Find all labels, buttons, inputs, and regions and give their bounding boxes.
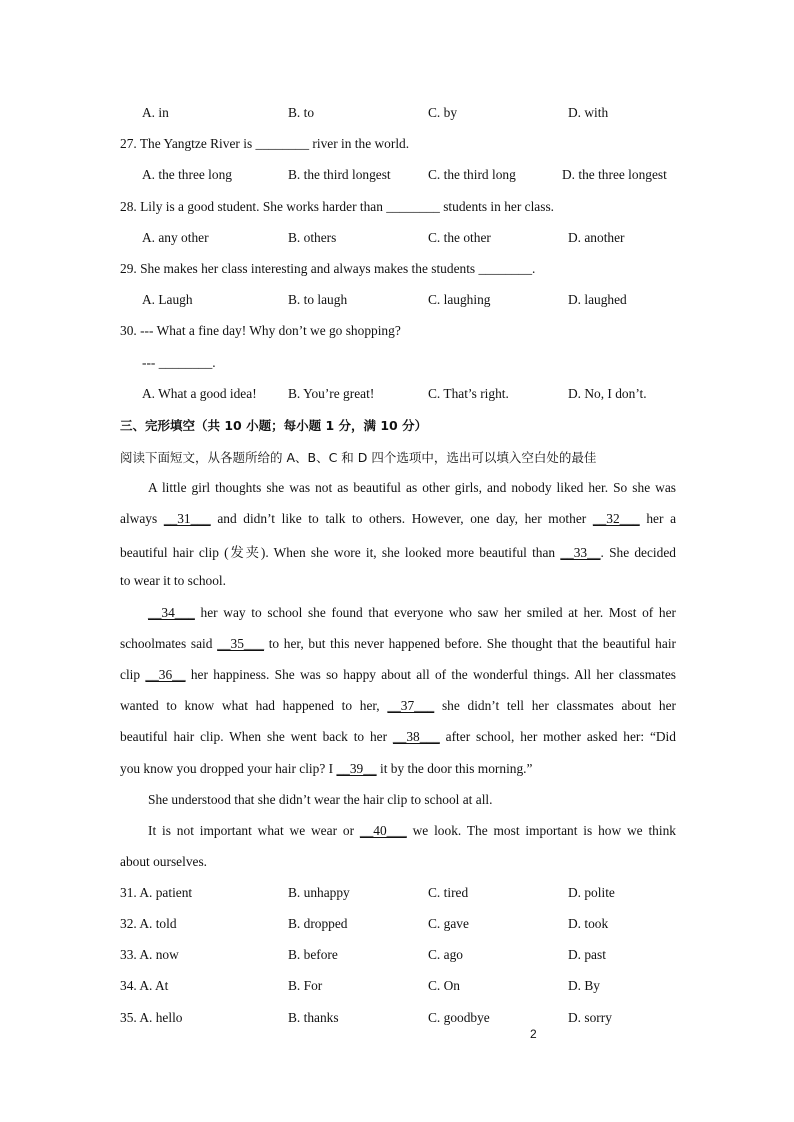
cloze-35-options — [0, 1010, 794, 1030]
q30-option-c: C. That’s right. — [428, 386, 509, 401]
q30-option-a: A. What a good idea! — [142, 386, 257, 401]
blank-33: __33__ — [560, 545, 601, 560]
cloze-32-option-b: B. dropped — [288, 916, 348, 931]
text: clip — [120, 667, 141, 682]
cloze-31-option-d: D. polite — [568, 885, 615, 900]
q30-option-d: D. No, I don’t. — [568, 386, 647, 401]
cloze-32-option-d: D. took — [568, 916, 609, 931]
q26-options — [0, 105, 794, 125]
passage-p2-line6 — [120, 761, 676, 777]
section-title: 三、完形填空（共 10 小题；每小题 1 分，满 10 分） — [120, 418, 428, 433]
text: . She decided — [600, 545, 676, 560]
passage-p2-line2 — [120, 636, 676, 652]
passage-p1-line4: to wear it to school. — [120, 573, 226, 588]
cloze-34-option-b: B. For — [288, 978, 323, 993]
blank-37: __37___ — [387, 698, 435, 713]
text: you know you dropped your hair clip? I — [120, 761, 334, 776]
cloze-33-option-d: D. past — [568, 947, 606, 962]
cloze-35-option-b: B. thanks — [288, 1010, 339, 1025]
q29-option-a: A. Laugh — [142, 292, 193, 307]
q27-option-a: A. the three long — [142, 167, 232, 182]
cloze-35-option-c: C. goodbye — [428, 1010, 490, 1025]
text: we look. The most important is how we think — [412, 823, 676, 838]
q28-option-a: A. any other — [142, 230, 209, 245]
passage-p3: She understood that she didn’t wear the hair clip to school at all. — [148, 792, 493, 807]
blank-36: __36__ — [145, 667, 186, 682]
text: her a — [646, 511, 677, 526]
passage-p1-line3 — [120, 542, 676, 561]
q30-response: --- ________. — [142, 355, 216, 370]
q26-option-b: B. to — [288, 105, 315, 120]
q28-option-c: C. the other — [428, 230, 491, 245]
q27-option-c: C. the third long — [428, 167, 516, 182]
blank-35: __35___ — [217, 636, 265, 651]
cloze-33-options — [0, 947, 794, 967]
q28-option-d: D. another — [568, 230, 625, 245]
blank-34: __34___ — [148, 605, 195, 620]
cloze-31-option-b: B. unhappy — [288, 885, 350, 900]
cloze-33-option-b: B. before — [288, 947, 338, 962]
passage-p2-line3 — [120, 667, 676, 683]
cloze-32-options — [0, 916, 794, 936]
q29-stem: 29. She makes her class interesting and always makes the students ________. — [120, 261, 536, 276]
text: her happiness. She was so happy about all of the wonderful things. All her classmates — [190, 667, 676, 682]
passage-p2-line5 — [120, 729, 676, 745]
section-instruction: 阅读下面短文，从各题所给的 A、B、C 和 D 四个选项中，选出可以填入空白处的最佳 — [120, 450, 597, 465]
text: she didn’t tell her classmates about her — [441, 698, 676, 713]
q27-options — [0, 167, 794, 187]
cloze-33-option-a: 33. A. now — [120, 947, 179, 962]
q28-options — [0, 230, 794, 250]
q29-options — [0, 292, 794, 312]
q29-option-d: D. laughed — [568, 292, 627, 307]
q27-option-d: D. the three longest — [562, 167, 667, 182]
text: always — [120, 511, 158, 526]
blank-32: __32___ — [592, 511, 640, 526]
cloze-35-option-a: 35. A. hello — [120, 1010, 183, 1025]
page-number: 2 — [530, 1027, 537, 1041]
cloze-34-option-c: C. On — [428, 978, 460, 993]
cloze-32-option-a: 32. A. told — [120, 916, 177, 931]
q30-options — [0, 386, 794, 406]
cloze-31-option-a: 31. A. patient — [120, 885, 193, 900]
passage-p1-line1: A little girl thoughts she was not as beautiful as other girls, and nobody liked her. So she was — [148, 480, 676, 495]
q30-option-b: B. You’re great! — [288, 386, 375, 401]
text: it by the door this morning.” — [379, 761, 533, 776]
text: beautiful hair clip (发夹). When she wore it, she looked more beautiful than — [120, 545, 556, 560]
text: wanted to know what had happened to her, — [120, 698, 380, 713]
passage-p4-line1 — [148, 823, 676, 839]
text: and didn’t like to talk to others. However, one day, her mother — [217, 511, 587, 526]
q27-option-b: B. the third longest — [288, 167, 391, 182]
text: after school, her mother asked her: “Did — [445, 729, 676, 744]
q26-option-a: A. in — [142, 105, 169, 120]
q28-stem: 28. Lily is a good student. She works harder than ________ students in her class. — [120, 199, 555, 214]
passage-p1-line2 — [120, 511, 676, 527]
passage-p2-line4 — [120, 698, 676, 714]
q29-option-b: B. to laugh — [288, 292, 348, 307]
text: to her, but this never happened before. She thought that the beautiful hair — [268, 636, 676, 651]
blank-40: __40___ — [359, 823, 407, 838]
blank-38: __38___ — [392, 729, 440, 744]
passage-p4-line2: about ourselves. — [120, 854, 208, 869]
text: It is not important what we wear or — [148, 823, 355, 838]
q26-option-c: C. by — [428, 105, 458, 120]
cloze-31-options — [0, 885, 794, 905]
cloze-33-option-c: C. ago — [428, 947, 463, 962]
text: beautiful hair clip. When she went back to her — [120, 729, 388, 744]
q30-stem: 30. --- What a fine day! Why don’t we go shopping? — [120, 323, 401, 338]
q28-option-b: B. others — [288, 230, 337, 245]
cloze-34-option-d: D. By — [568, 978, 600, 993]
cloze-31-option-c: C. tired — [428, 885, 469, 900]
cloze-32-option-c: C. gave — [428, 916, 469, 931]
blank-39: __39__ — [336, 761, 377, 776]
text: her way to school she found that everyone who saw her smiled at her. Most of her — [200, 605, 676, 620]
q29-option-c: C. laughing — [428, 292, 491, 307]
passage-p2-line1 — [148, 605, 676, 621]
blank-31: __31___ — [163, 511, 211, 526]
cloze-35-option-d: D. sorry — [568, 1010, 612, 1025]
cloze-34-option-a: 34. A. At — [120, 978, 169, 993]
q26-option-d: D. with — [568, 105, 609, 120]
q27-stem: 27. The Yangtze River is ________ river in the world. — [120, 136, 410, 151]
text: schoolmates said — [120, 636, 213, 651]
cloze-34-options — [0, 978, 794, 998]
